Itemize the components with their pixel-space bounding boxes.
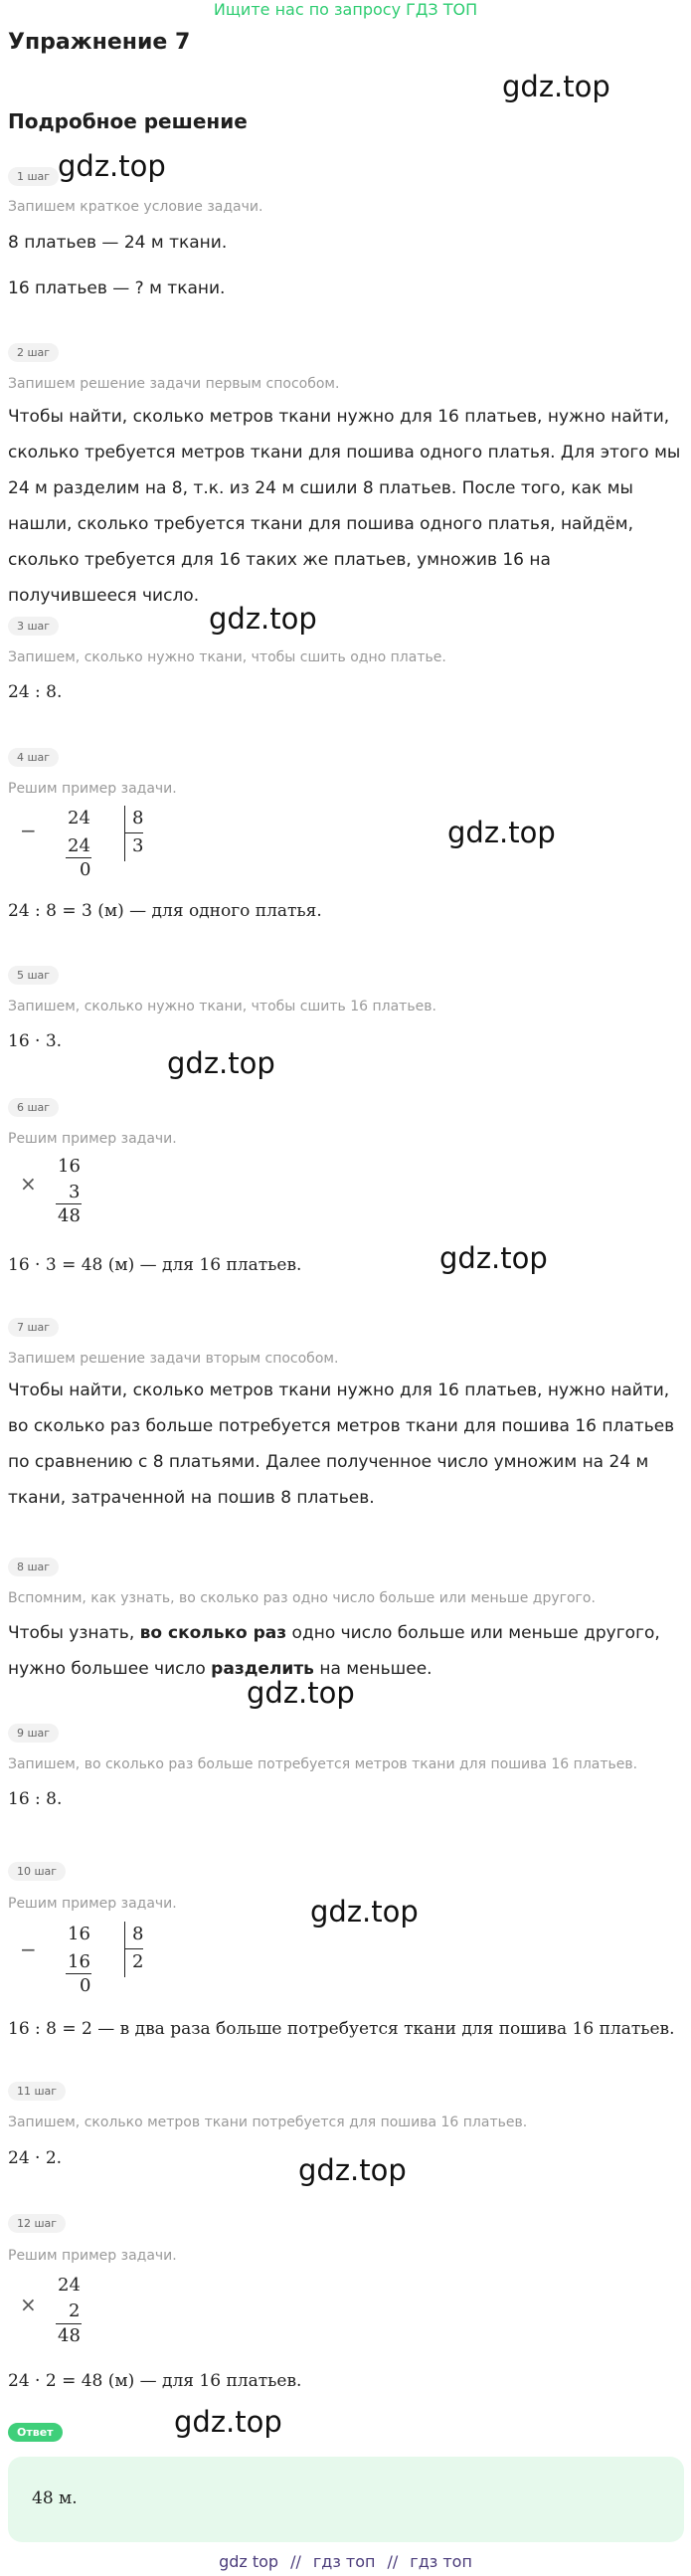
watermark: gdz.top: [439, 1241, 548, 1275]
times-sign: ×: [20, 2293, 37, 2316]
subtrahend: 16: [68, 1951, 90, 1972]
minus-sign: −: [20, 819, 37, 842]
watermark: gdz.top: [174, 2405, 282, 2439]
step-badge: 3 шаг: [8, 617, 59, 636]
footer-separator: //: [290, 2552, 301, 2571]
watermark: gdz.top: [298, 2153, 407, 2187]
divisor: 8: [132, 1924, 144, 1944]
divisor-line: [125, 1948, 143, 1949]
watermark: gdz.top: [502, 70, 610, 103]
step-badge: 12 шаг: [8, 2214, 66, 2233]
divisor: 8: [132, 808, 144, 828]
step-result: 16 · 3 = 48 (м) — для 16 платьев.: [8, 1255, 302, 1275]
answer-badge: Ответ: [8, 2423, 63, 2442]
remainder: 0: [80, 1975, 91, 1996]
step-hint: Запишем, сколько метров ткани потребуется для пошива 16 платьев.: [8, 2115, 528, 2130]
expression: 24 · 2.: [8, 2148, 63, 2168]
product: 48: [58, 2325, 81, 2346]
step-result: 24 : 8 = 3 (м) — для одного платья.: [8, 901, 322, 921]
step-hint: Решим пример задачи.: [8, 1131, 177, 1147]
multiplication-line: [56, 2323, 82, 2324]
footer-link[interactable]: gdz top: [219, 2552, 279, 2571]
step-badge: 8 шаг: [8, 1558, 59, 1576]
step-badge: 10 шаг: [8, 1862, 66, 1881]
step-badge: 7 шаг: [8, 1318, 59, 1337]
product: 48: [58, 1205, 81, 1226]
divisor-line: [125, 832, 143, 833]
step-badge: 6 шаг: [8, 1098, 59, 1117]
step-badge: 9 шаг: [8, 1724, 59, 1743]
dividend: 24: [68, 808, 90, 828]
step-hint: Запишем, во сколько раз больше потребуется метров ткани для пошива 16 платьев.: [8, 1756, 638, 1772]
step-hint: Запишем краткое условие задачи.: [8, 199, 263, 215]
watermark: gdz.top: [209, 602, 317, 636]
step-hint: Запишем, сколько нужно ткани, чтобы сшить 16 платьев.: [8, 999, 436, 1014]
step-hint: Решим пример задачи.: [8, 2248, 177, 2264]
step-text: Чтобы найти, сколько метров ткани нужно для 16 платьев, нужно найти, во сколько раз больше потребуется метров ткани для пошива 16 платьев по сравнению с 8 платьями. Далее полученное число умножим на 24 м ткани, затраченной на пошив 8 платьев.: [8, 1380, 675, 1508]
dividend: 16: [68, 1924, 90, 1944]
step-result: 24 · 2 = 48 (м) — для 16 платьев.: [8, 2371, 302, 2391]
footer-link[interactable]: гдз топ: [312, 2552, 376, 2571]
step-badge: 11 шаг: [8, 2082, 66, 2101]
minus-sign: −: [20, 1937, 37, 1961]
step-hint: Решим пример задачи.: [8, 781, 177, 797]
watermark: gdz.top: [310, 1895, 419, 1929]
step-hint: Запишем решение задачи первым способом.: [8, 376, 340, 392]
step-result: 16 : 8 = 2 — в два раза больше потребуется ткани для пошива 16 платьев.: [8, 2019, 675, 2039]
answer-box: [8, 2457, 684, 2542]
multiplier: 2: [69, 2300, 81, 2321]
expression: 24 : 8.: [8, 682, 63, 702]
step-hint: Вспомним, как узнать, во сколько раз одно число больше или меньше другого.: [8, 1590, 596, 1606]
footer-links: [0, 2552, 691, 2571]
step-badge: 1 шаг: [8, 167, 59, 186]
expression: 16 : 8.: [8, 1789, 63, 1809]
step-hint: Решим пример задачи.: [8, 1896, 177, 1912]
times-sign: ×: [20, 1172, 37, 1196]
condition-line: 8 платьев — 24 м ткани.: [8, 233, 228, 253]
division-bar: [124, 1922, 125, 1977]
multiplicand: 24: [58, 2275, 81, 2296]
watermark: gdz.top: [58, 149, 166, 183]
page-title: Упражнение 7: [8, 30, 191, 55]
watermark: gdz.top: [247, 1676, 355, 1710]
division-line: [66, 857, 91, 858]
multiplication-line: [56, 1203, 82, 1204]
subtrahend: 24: [68, 835, 90, 856]
footer-link[interactable]: гдз топ: [410, 2552, 472, 2571]
remainder: 0: [80, 859, 91, 880]
watermark: gdz.top: [447, 816, 556, 849]
footer-separator: //: [387, 2552, 399, 2571]
multiplier: 3: [69, 1182, 81, 1202]
search-hint-link[interactable]: Ищите нас по запросу ГДЗ ТОП: [213, 0, 478, 19]
step-hint: Запишем, сколько нужно ткани, чтобы сшить одно платье.: [8, 649, 446, 665]
watermark: gdz.top: [167, 1046, 275, 1080]
step-text: Чтобы узнать, во сколько раз одно число больше или меньше другого, нужно большее число разделить на меньшее.: [8, 1623, 660, 1679]
quotient: 3: [132, 835, 144, 856]
step-badge: 4 шаг: [8, 748, 59, 767]
expression: 16 · 3.: [8, 1031, 63, 1051]
answer-value: 48 м.: [32, 2488, 78, 2508]
division-line: [66, 1973, 91, 1974]
step-text: Чтобы найти, сколько метров ткани нужно для 16 платьев, нужно найти, сколько требуется метров ткани для пошива одного платья. Для этого мы 24 м разделим на 8, т.к. из 24 м сшили 8 платьев. После того, как мы нашли, сколько требуется ткани для пошива одного платья, найдём, сколько требуется для 16 таких же платьев, умножив 16 на получившееся число.: [8, 407, 681, 606]
section-title: Подробное решение: [8, 109, 248, 133]
step-badge: 5 шаг: [8, 966, 59, 985]
multiplicand: 16: [58, 1156, 81, 1177]
step-hint: Запишем решение задачи вторым способом.: [8, 1351, 339, 1367]
division-bar: [124, 806, 125, 861]
step-badge: 2 шаг: [8, 343, 59, 362]
condition-line: 16 платьев — ? м ткани.: [8, 278, 226, 298]
quotient: 2: [132, 1951, 144, 1972]
